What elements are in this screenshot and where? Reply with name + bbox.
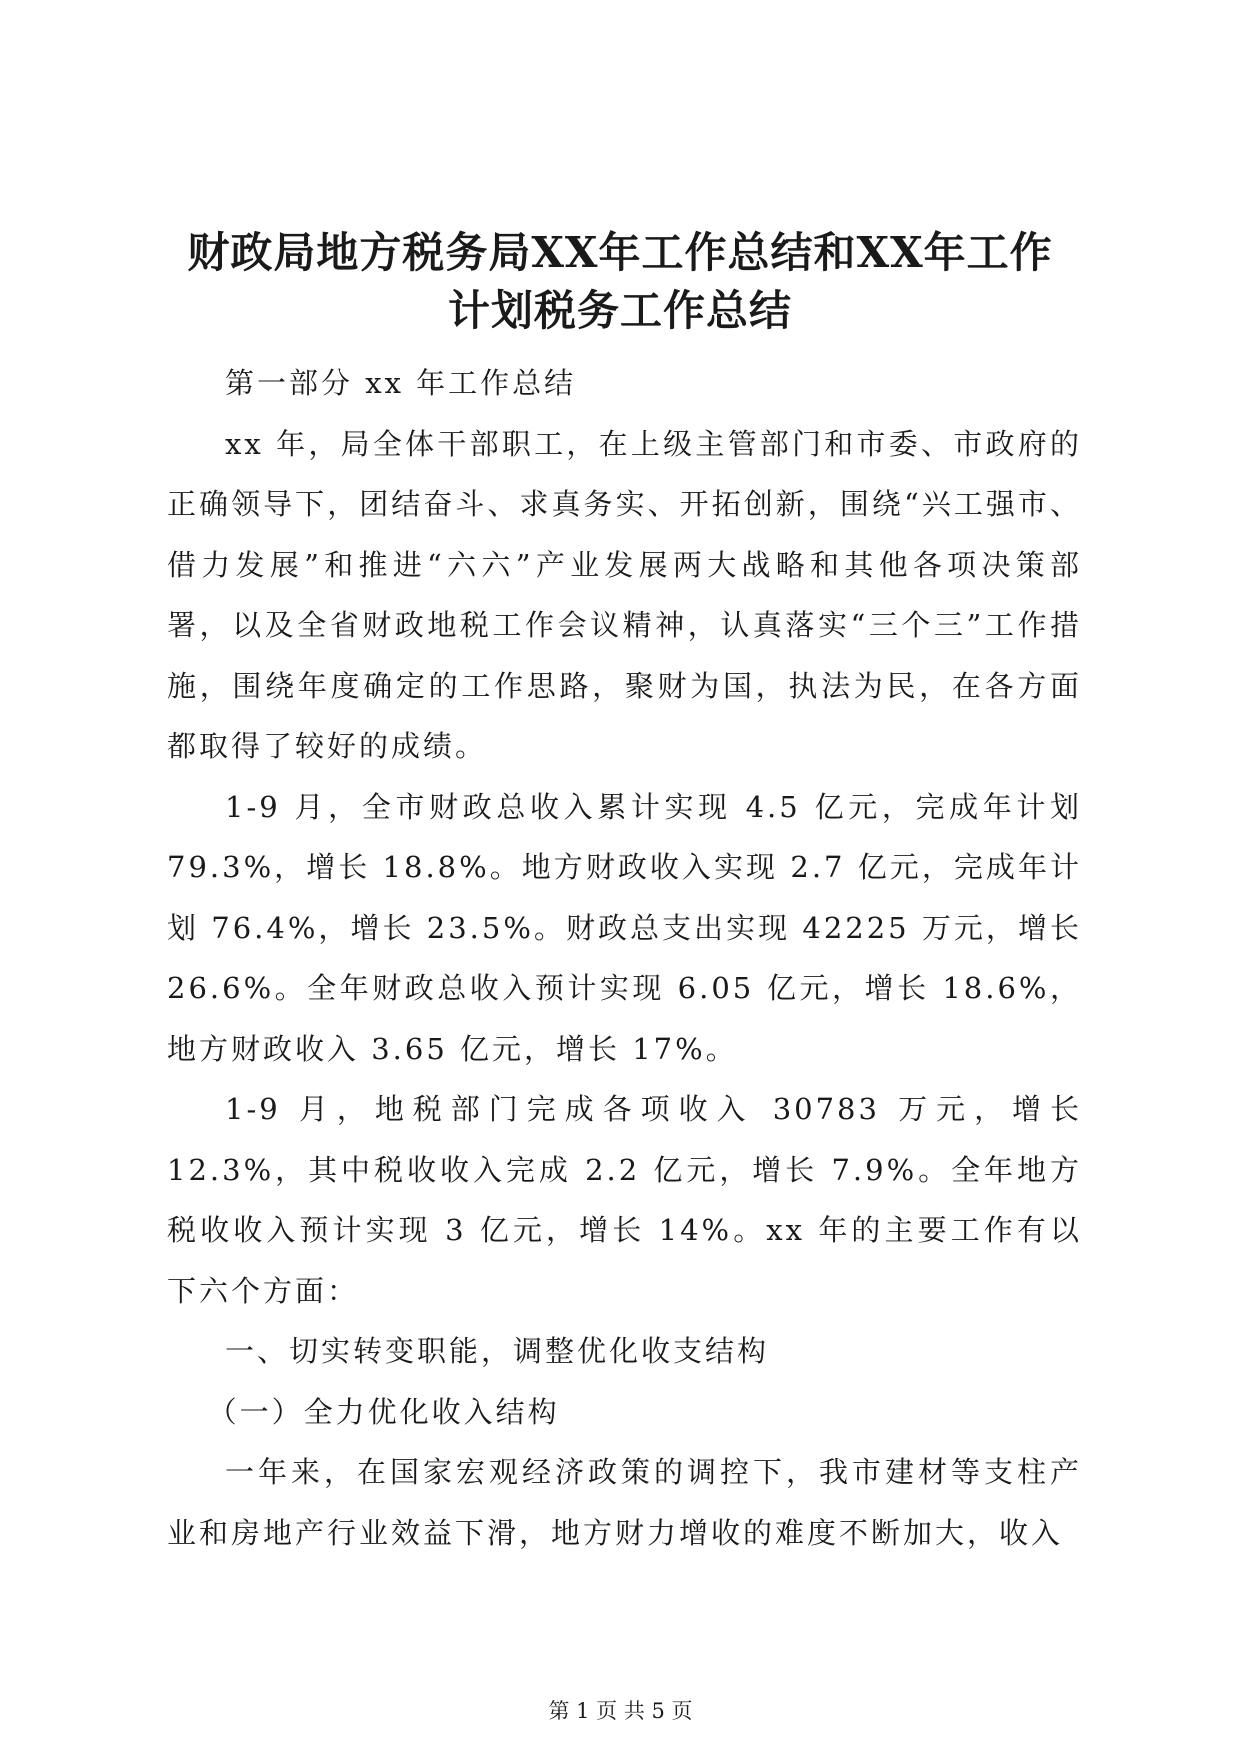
subsection-heading-1: 一、切实转变职能，调整优化收支结构 xyxy=(225,1334,770,1368)
paragraph-income-structure: 一年来，在国家宏观经济政策的调控下，我市建材等支柱产业和房地产行业效益下滑，地方财力增收的难度不断加大，收入 xyxy=(167,1455,1082,1550)
section-heading: 第一部分 xx 年工作总结 xyxy=(225,366,577,400)
paragraph-tax-revenue: 1-9 月，地税部门完成各项收入 30783 万元，增长 12.3%，其中税收收入完成 2.2 亿元，增长 7.9%。全年地方税收收入预计实现 3 亿元，增长 14%。xx 年的主要工作有以下六个方面： xyxy=(167,1092,1082,1308)
paragraph-intro: xx 年，局全体干部职工，在上级主管部门和市委、市政府的正确领导下，团结奋斗、求真务实、开拓创新，围绕“兴工强市、借力发展”和推进“六六”产业发展两大战略和其他各项决策部署，以及全省财政地税工作会议精神，认真落实“三个三”工作措施，围绕年度确定的工作思路，聚财为国，执法为民，在各方面都取得了较好的成绩。 xyxy=(167,426,1082,763)
paragraph-finance-revenue: 1-9 月，全市财政总收入累计实现 4.5 亿元，完成年计划 79.3%，增长 18.8%。地方财政收入实现 2.7 亿元，完成年计划 76.4%，增长 23.5%。财政总支出实现 42225 万元，增长 26.6%。全年财政总收入预计实现 6.05 亿元，增长 18.6%，地方财政收入 3.65 亿元，增长 17%。 xyxy=(167,789,1082,1066)
document-title xyxy=(150,224,1090,340)
document-body xyxy=(167,353,1082,1563)
subsection-heading-1-1: （一）全力优化收入结构 xyxy=(207,1394,560,1429)
title-line-1: 财政局地方税务局XX年工作总结和XX年工作 xyxy=(187,228,1053,278)
title-line-2: 计划税务工作总结 xyxy=(447,286,792,336)
page-footer: 第 1 页 共 5 页 xyxy=(548,1699,693,1723)
